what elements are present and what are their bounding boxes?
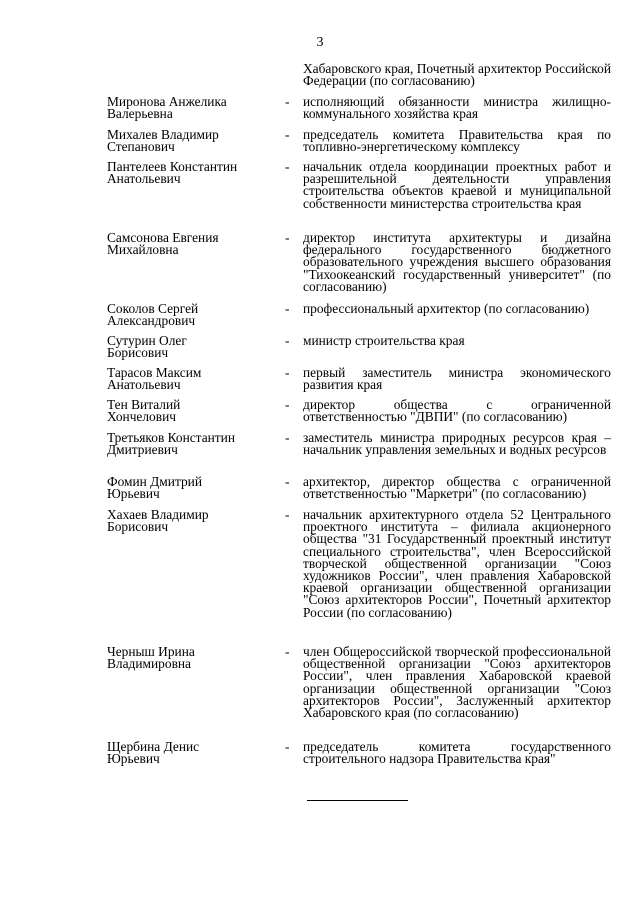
member-name: Тен Виталий Хончелович xyxy=(107,397,181,425)
member-role: министр строительства края xyxy=(303,333,465,348)
member-dash: - xyxy=(285,230,290,245)
member-role: член Общероссийской творческой профессиональной общественной организации "Союз архитекторов России", член правления Хабаровской краевой организации общественной организации "Союз архитекторов России", Заслуженный архитектор Хабаровского края (по согласованию) xyxy=(303,644,611,721)
member-role: председатель комитета Правительства края по топливно-энергетическому комплексу xyxy=(303,127,611,155)
member-name: Третьяков Константин Дмитриевич xyxy=(107,430,235,458)
member-dash: - xyxy=(285,644,290,659)
member-dash: - xyxy=(285,507,290,522)
continuation-text: Хабаровского края, Почетный архитектор Российской Федерации (по согласованию) xyxy=(303,61,611,89)
member-role: архитектор, директор общества с ограниченной ответственностью "Маркетри" (по согласованию) xyxy=(303,474,611,502)
member-dash: - xyxy=(285,333,290,348)
member-name: Фомин Дмитрий Юрьевич xyxy=(107,474,202,502)
member-name: Соколов Сергей Александрович xyxy=(107,301,199,329)
closing-rule xyxy=(307,800,408,801)
member-role: исполняющий обязанности министра жилищно-коммунального хозяйства края xyxy=(303,94,611,122)
member-name: Самсонова Евгения Михайловна xyxy=(107,230,219,258)
member-dash: - xyxy=(285,365,290,380)
member-name: Черныш Ирина Владимировна xyxy=(107,644,195,672)
member-role: профессиональный архитектор (по согласованию) xyxy=(303,301,590,316)
member-dash: - xyxy=(285,397,290,412)
member-name: Тарасов Максим Анатольевич xyxy=(107,365,202,393)
member-dash: - xyxy=(285,159,290,174)
member-name: Пантелеев Константин Анатольевич xyxy=(107,159,238,187)
member-role: начальник архитектурного отдела 52 Центрального проектного института – филиала акционерного общества "31 Государственный проектный институт специального строительства", член Всероссийской творческой общественной организации "Союз художников России", член правления Хабаровской краевой организации общественной организации "Союз архитекторов России", Почетный архитектор России (по согласованию) xyxy=(303,507,611,620)
member-dash: - xyxy=(285,474,290,489)
member-name: Миронова Анжелика Валерьевна xyxy=(107,94,227,122)
member-role: директор общества с ограниченной ответственностью "ДВПИ" (по согласованию) xyxy=(303,397,611,425)
member-name: Михалев Владимир Степанович xyxy=(107,127,219,155)
page-number: 3 xyxy=(316,35,324,50)
member-role: первый заместитель министра экономического развития края xyxy=(303,365,611,393)
member-dash: - xyxy=(285,94,290,109)
member-name: Щербина Денис Юрьевич xyxy=(107,739,200,767)
member-dash: - xyxy=(285,739,290,754)
member-name: Сутурин Олег Борисович xyxy=(107,333,187,361)
member-role: начальник отдела координации проектных работ и разрешительной деятельности управления строительства объектов краевой и муниципальной собственности министерства строительства края xyxy=(303,159,611,211)
member-role: заместитель министра природных ресурсов края – начальник управления земельных и водных ресурсов xyxy=(303,430,611,458)
member-dash: - xyxy=(285,127,290,142)
member-dash: - xyxy=(285,301,290,316)
member-name: Хахаев Владимир Борисович xyxy=(107,507,209,535)
member-dash: - xyxy=(285,430,290,445)
member-role: председатель комитета государственного строительного надзора Правительства края" xyxy=(303,739,611,767)
member-role: директор института архитектуры и дизайна федерального государственного бюджетного образовательного учреждения высшего образования "Тихоокеанский государственный университет" (по согласованию) xyxy=(303,230,611,294)
